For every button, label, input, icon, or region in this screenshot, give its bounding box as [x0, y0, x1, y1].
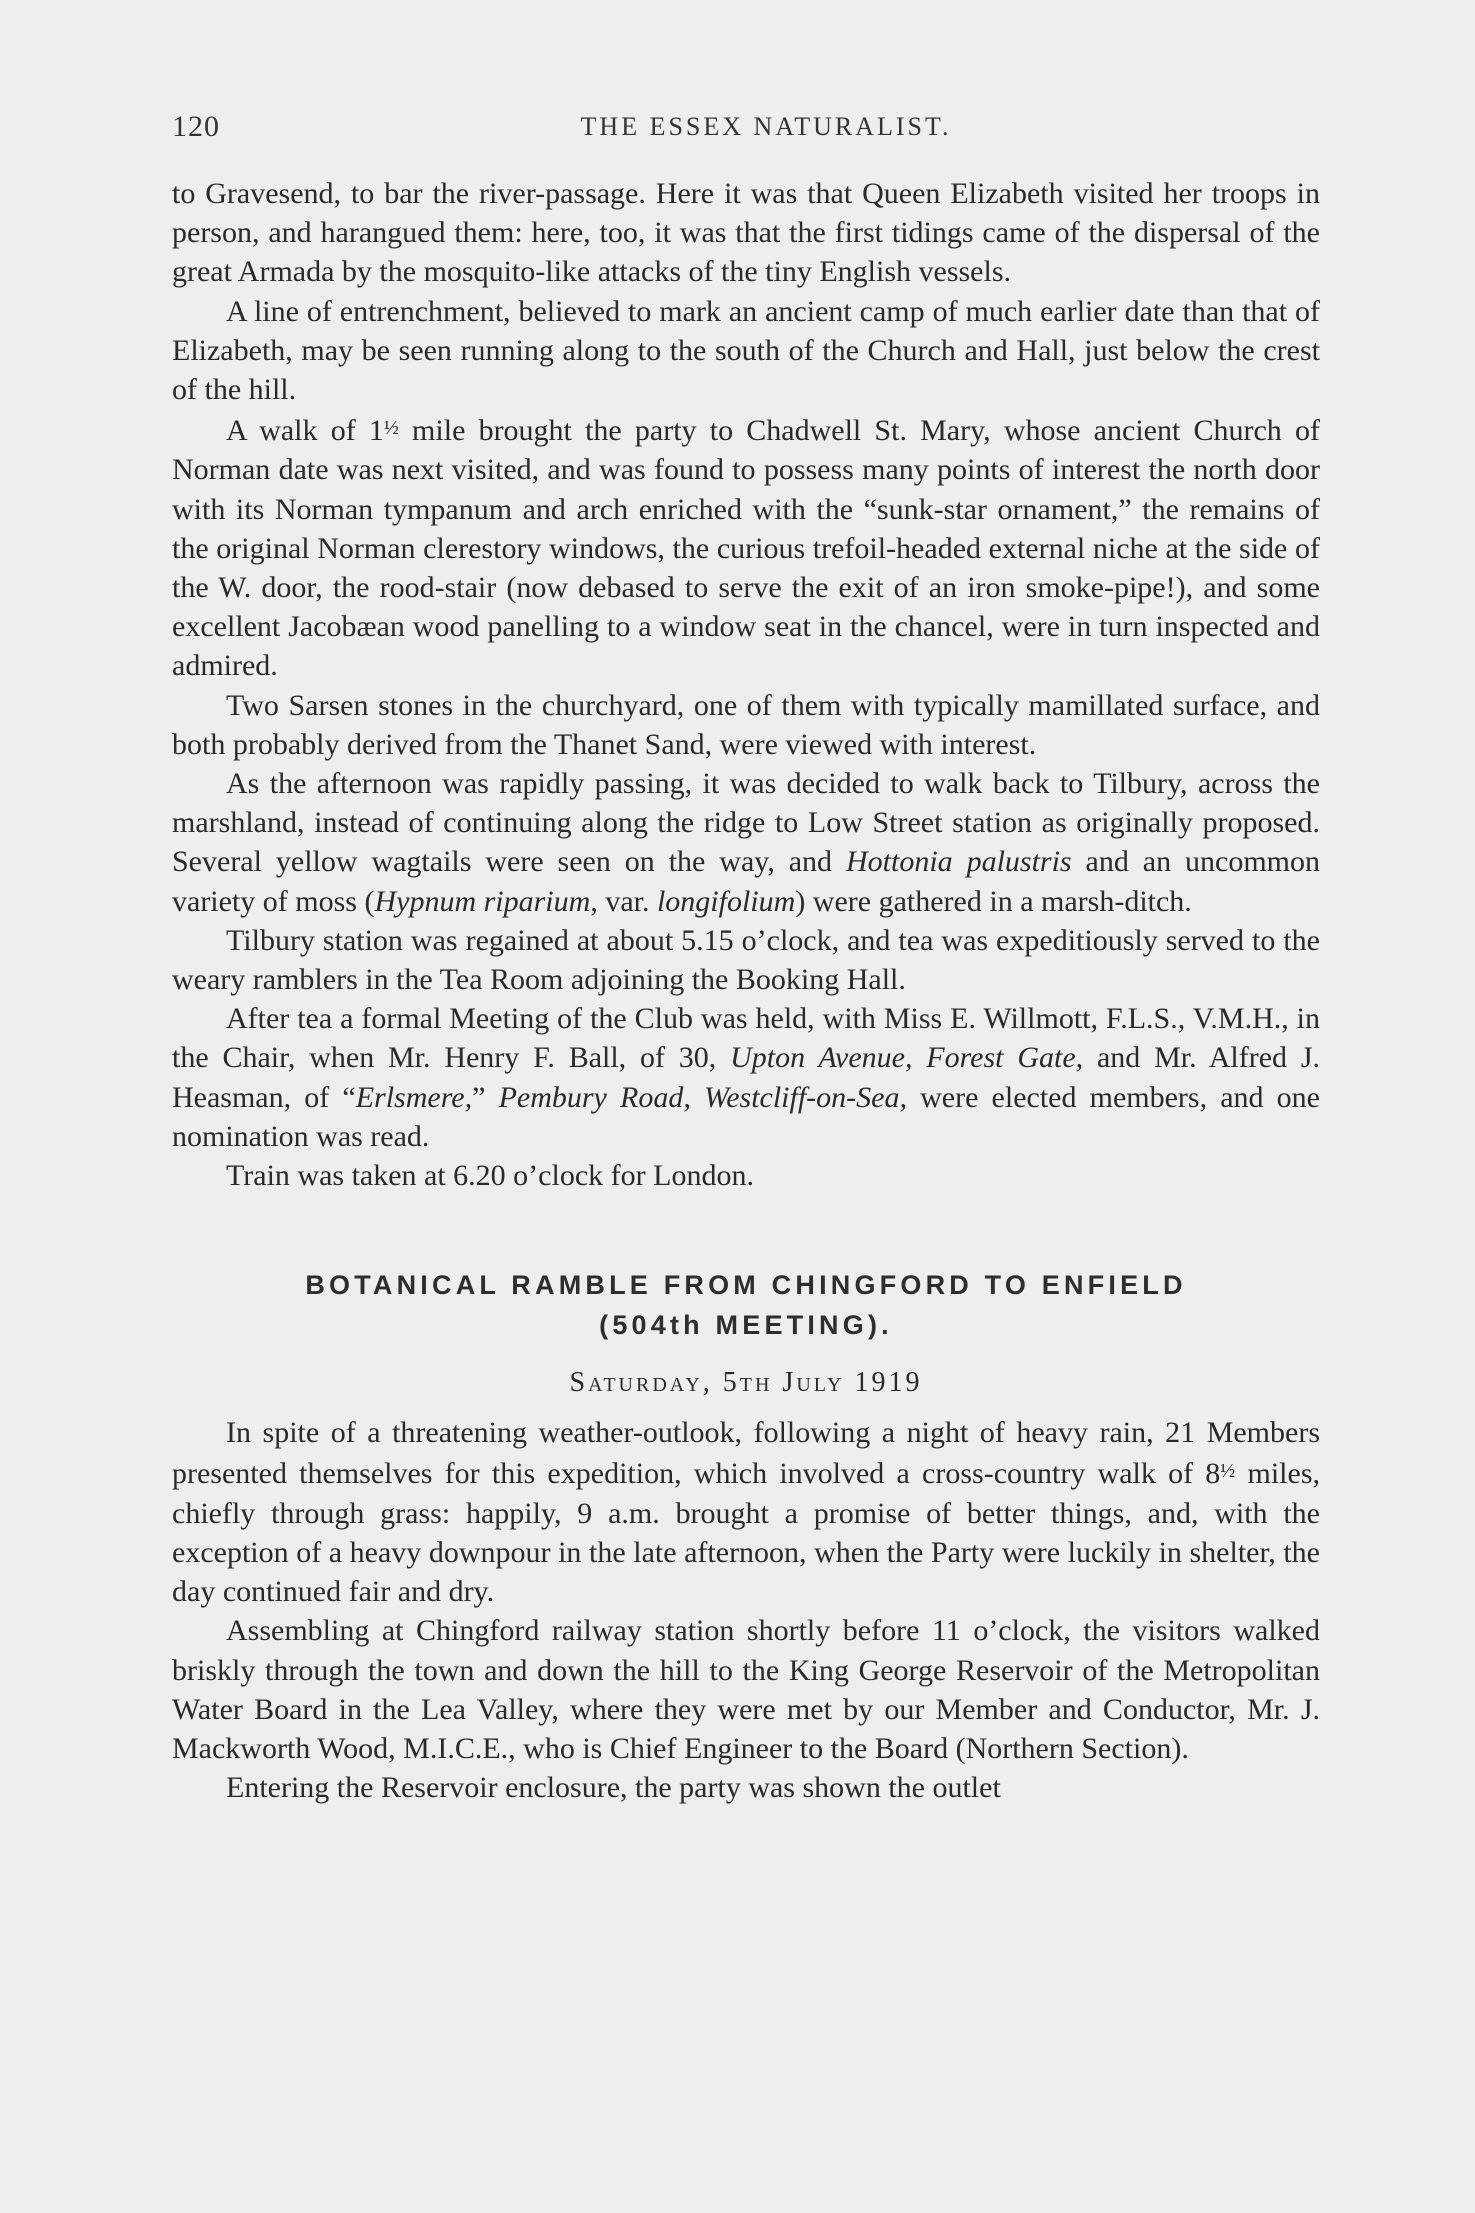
text-run: , var.	[590, 884, 657, 918]
paragraph	[172, 1413, 1320, 1611]
text-run: In spite of a threatening weather-outlook, following a night of heavy rain, 21 Members presented themselves for this expedition, which involved a cross-country walk of 8	[172, 1416, 1320, 1491]
continued-article	[172, 174, 1320, 1195]
journal-title: THE ESSEX NATURALIST.	[580, 112, 952, 141]
section-body	[172, 1413, 1320, 1807]
paragraph: Two Sarsen stones in the churchyard, one of them with typically mamillated surface, and both probably derived from the Thanet Sand, were viewed with interest.	[172, 688, 1320, 761]
paragraph: Tilbury station was regained at about 5.15 o’clock, and tea was expeditiously served to the weary ramblers in the Tea Room adjoining the Booking Hall.	[172, 923, 1320, 997]
paragraph	[172, 999, 1320, 1156]
paragraph	[172, 409, 1320, 685]
species-name: Hypnum riparium	[374, 884, 591, 918]
section-title	[172, 1265, 1320, 1345]
text-run: ) were gathered in a marsh-ditch.	[795, 884, 1192, 918]
house-name: Erlsmere,	[355, 1080, 473, 1114]
paragraph: A line of entrenchment, believed to mark an ancient camp of much earlier date than that of Elizabeth, may be seen running along to the south of the Church and Hall, just below the crest of the hill.	[172, 294, 1320, 407]
address: Pembury Road, Westcliff-on-Sea,	[498, 1080, 907, 1114]
variety-name: longifolium	[656, 884, 796, 918]
text-run: were elected members, and one nomination was read.	[172, 1080, 1320, 1153]
text-run: As the afternoon was rapidly passing, it was decided to walk back to Tilbury, across the marshland, instead of continuing along the ridge to Low Street station as originally proposed. Several yellow wagtails were seen on the way, and	[172, 767, 1320, 879]
paragraph: Train was taken at 6.20 o’clock for London.	[226, 1159, 754, 1193]
fraction: ½	[383, 417, 399, 440]
section-title-line: (504th MEETING).	[599, 1310, 893, 1341]
paragraph: Assembling at Chingford railway station shortly before 11 o’clock, the visitors walked briskly through the town and down the hill to the King George Reservoir of the Metropolitan Water Board in the Lea Valley, where they were met by our Member and Conductor, Mr. J. Mackworth Wood, M.I.C.E., who is Chief Engineer to the Board (Northern Section).	[172, 1614, 1320, 1765]
running-head	[172, 100, 1320, 156]
page	[172, 100, 1320, 1807]
fraction: ½	[1220, 1460, 1236, 1483]
text-run: miles, chiefly through grass: happily, 9 a.m. brought a promise of better things, and, with the exception of a heavy downpour in the late afternoon, when the Party were luckily in shelter, the day continued fair and dry.	[172, 1457, 1320, 1609]
address: Upton Avenue, Forest Gate,	[730, 1041, 1084, 1075]
section-date: Saturday, 5th July 1919	[569, 1367, 923, 1399]
species-name: Hottonia palustris	[845, 845, 1072, 879]
section-title-line: BOTANICAL RAMBLE FROM CHINGFORD TO ENFIELD	[305, 1270, 1187, 1301]
text-run: and Mr. Alfred J. Heasman, of “	[172, 1041, 1321, 1114]
text-run: and an uncommon variety of moss (	[172, 845, 1320, 918]
paragraph: to Gravesend, to bar the river-passage. Here it was that Queen Elizabeth visited her troops in person, and harangued them: here, too, it was that the first tidings came of the dispersal of the great Armada by the mosquito-like attacks of the tiny English vessels.	[172, 177, 1320, 289]
paragraph: Entering the Reservoir enclosure, the party was shown the outlet	[226, 1771, 1001, 1805]
text-run: After tea a formal Meeting of the Club was held, with Miss E. Willmott, F.L.S., V.M.H., in the Chair, when Mr. Henry F. Ball, of 30,	[172, 1002, 1320, 1075]
paragraph	[172, 764, 1320, 921]
text-run: mile brought the party to Chadwell St. Mary, whose ancient Church of Norman date was next visited, and was found to possess many points of interest the north door with its Norman tympanum and arch enriched with the “sunk-star ornament,” the remains of the original Norman clerestory windows, the curious trefoil-headed external niche at the side of the W. door, the rood-stair (now debased to serve the exit of an iron smoke-pipe!), and some excellent Jacobæan wood panelling to a window seat in the chancel, were in turn inspected and admired.	[172, 414, 1320, 683]
page-number: 120	[172, 110, 220, 143]
text-run: A walk of 1	[226, 414, 384, 448]
text-run: ”	[472, 1080, 499, 1114]
